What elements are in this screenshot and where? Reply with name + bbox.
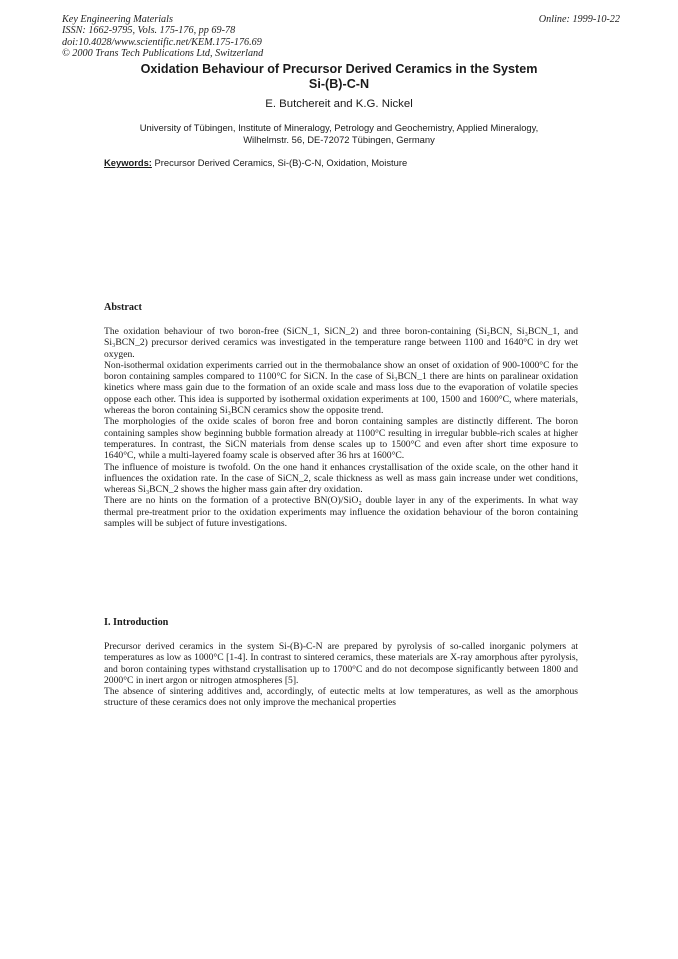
- abstract-paragraph: The influence of moisture is twofold. On the one hand it enhances crystallisation of the oxide scale, on the other hand it influences the oxidation rate. In the case of SiCN_2, scale thickness as well as mass gain increase under wet conditions, whereas Si₃BCN_2 shows the higher mass gain after dry oxidation.: [104, 461, 578, 496]
- abstract-paragraph: The morphologies of the oxide scales of boron free and boron containing samples are distinctly different. The boron containing samples show beginning bubble formation already at 1100°C resulting in irregular bubble-rich scales at higher temperatures. In contrast, the SiCN materials from dense scales up to 1500°C and even after short time exposure to 1640°C, while a multi-layered foamy scale is observed after 36 hrs at 1600°C.: [104, 416, 578, 462]
- abstract-paragraph: Non-isothermal oxidation experiments carried out in the thermobalance show an onset of oxidation of 900-1000°C for the boron containing samples compared to 1100°C for SiCN. In the case of Si₃BCN_1 there are hints on paralinear oxidation kinetics where mass gain due to the formation of an oxide scale and mass loss due to the evaporation of volatile species oppose each other. This idea is supported by isothermal oxidation experiments at 100, 1500 and 1600°C, where materials, whereas the boron containing Si₃BCN ceramics show the opposite trend.: [104, 359, 578, 417]
- doi-line: doi:10.4028/www.scientific.net/KEM.175-176.69: [62, 36, 262, 48]
- keywords-text: Precursor Derived Ceramics, Si-(B)-C-N, Oxidation, Moisture: [151, 157, 408, 168]
- abstract-paragraph: The oxidation behaviour of two boron-free (SiCN_1, SiCN_2) and three boron-containing (Si₂BCN, Si₃BCN_1, and Si₃BCN_2) precursor derived ceramics was investigated in the temperature range between 1100 and 1640°C in dry wet oxygen.: [104, 326, 578, 360]
- affiliation: [0, 122, 678, 145]
- introduction-paragraph: Precursor derived ceramics in the system Si-(B)-C-N are prepared by pyrolysis of so-called inorganic polymers at temperatures as low as 1000°C [1-4]. In contrast to sintered ceramics, these materials are X-ray amorphous after pyrolysis, and boron containing types withstand crystallisation up to 1700°C and do not decompose significantly between 1800 and 2000°C in inert argon or nitrogen atmospheres [5].: [104, 641, 578, 686]
- title-line-1: Oxidation Behaviour of Precursor Derived Ceramics in the System: [140, 62, 538, 76]
- authors: E. Butchereit and K.G. Nickel: [265, 98, 413, 110]
- abstract-paragraph: There are no hints on the formation of a protective BN(O)/SiO₂ double layer in any of the experiments. In what way thermal pre-treatment prior to the oxidation experiments may influence the oxidation behaviour of the boron containing samples will be subject of future investigations.: [104, 495, 578, 530]
- keywords: [104, 157, 407, 168]
- abstract-body: [104, 326, 578, 529]
- copyright-line: © 2000 Trans Tech Publications Ltd, Switzerland: [62, 48, 264, 60]
- affiliation-line-1: University of Tübingen, Institute of Mineralogy, Petrology and Geochemistry, Applied Mineralogy,: [139, 122, 539, 133]
- issn-line: ISSN: 1662-9795, Vols. 175-176, pp 69-78: [62, 25, 236, 37]
- affiliation-line-2: Wilhelmstr. 56, DE-72072 Tübingen, Germany: [243, 133, 435, 145]
- paper-title: [0, 62, 678, 91]
- introduction-body: [104, 641, 578, 709]
- keywords-label: Keywords:: [104, 157, 152, 168]
- journal-name: Key Engineering Materials: [62, 14, 173, 25]
- title-line-2: Si-(B)-C-N: [308, 76, 370, 91]
- introduction-heading: I. Introduction: [104, 617, 169, 628]
- abstract-heading: Abstract: [104, 302, 142, 313]
- introduction-paragraph: The absence of sintering additives and, accordingly, of eutectic melts at low temperatures, as well as the amorphous structure of these ceramics does not only improve the mechanical properties: [104, 686, 578, 709]
- online-date: Online: 1999-10-22: [538, 14, 620, 25]
- journal-meta: [62, 14, 263, 60]
